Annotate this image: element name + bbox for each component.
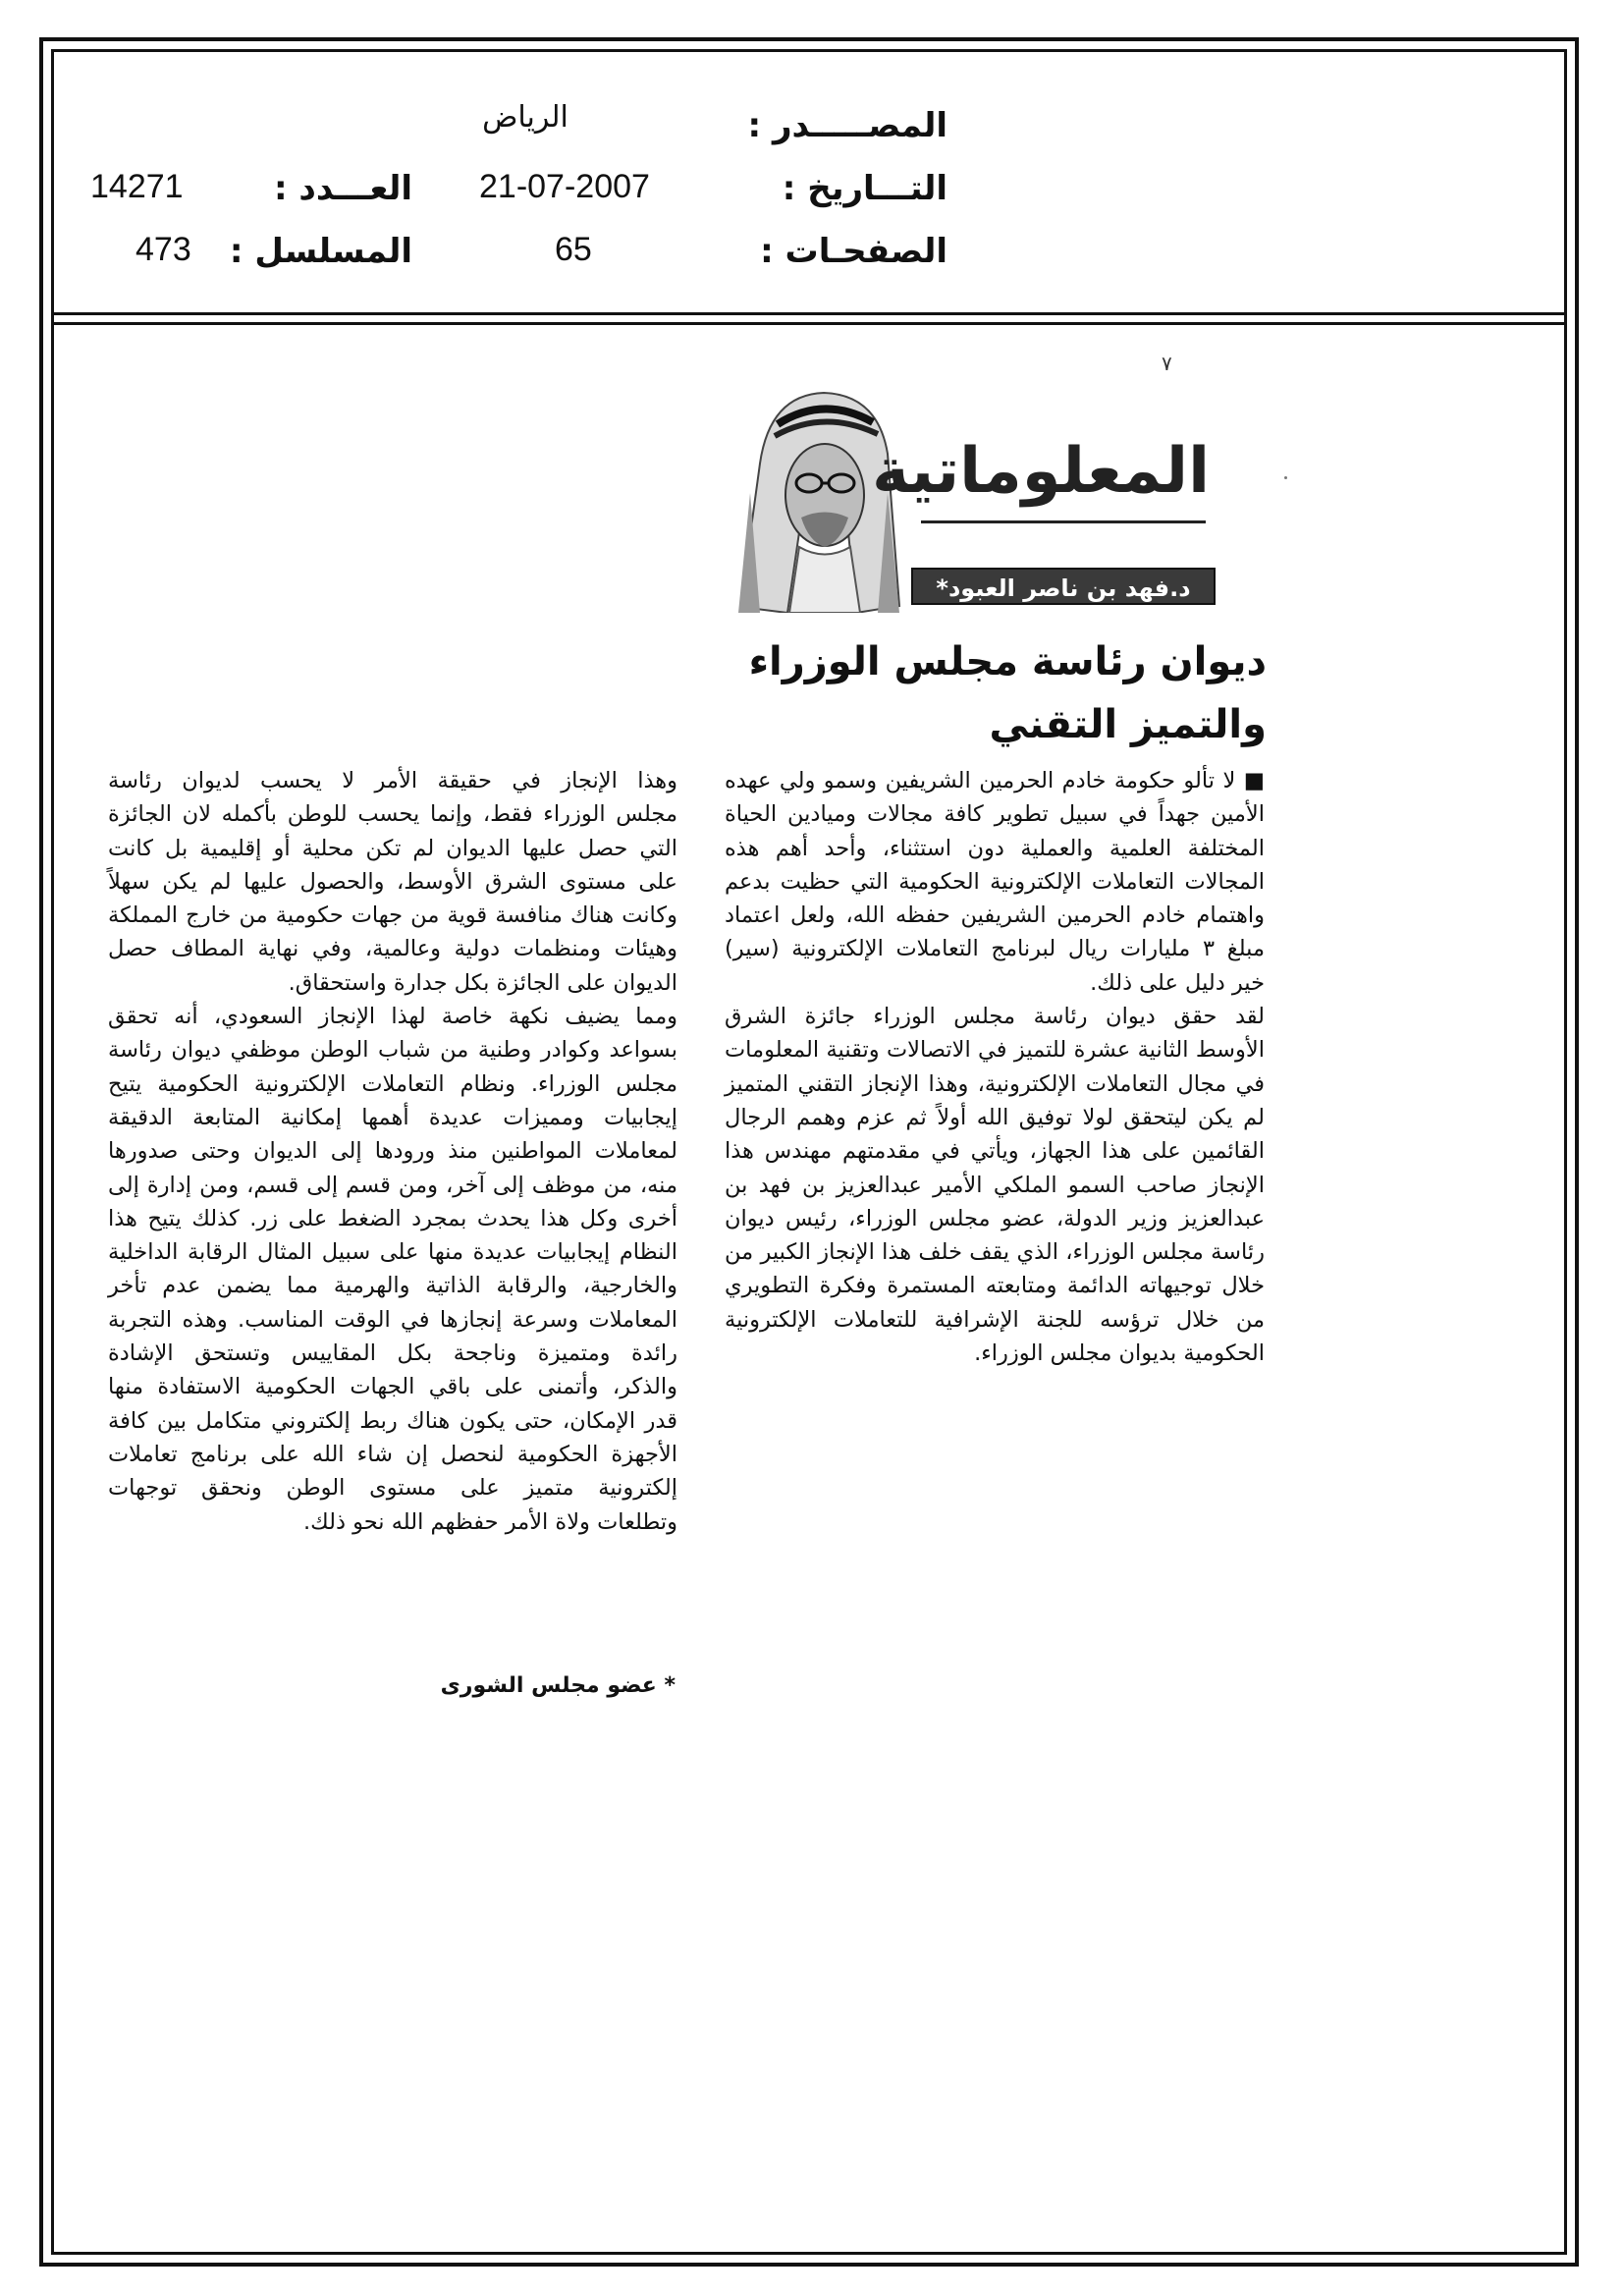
issue-label: العـــدد :	[274, 169, 412, 208]
source-label: المصـــــدر :	[747, 106, 947, 145]
author-byline: د.فهد بن ناصر العبود*	[911, 568, 1216, 605]
date-label: التـــاريخ :	[782, 169, 947, 208]
pages-label: الصفحـات :	[760, 232, 947, 271]
serial-label: المسلسل :	[229, 232, 412, 271]
article-line: وهذا الإنجاز في حقيقة الأمر لا يحسب لديوان رئاسة	[108, 768, 677, 793]
serial-value: 473	[135, 231, 191, 268]
article-line: لم يكن ليتحقق لولا توفيق الله أولاً ثم عزم وهمم الرجال	[725, 1104, 1265, 1130]
article-line: مبلغ ٣ مليارات ريال لبرنامج التعاملات الإلكترونية (سير)	[725, 936, 1265, 962]
article-line: ■ لا تألو حكومة خادم الحرمين الشريفين وسمو ولي عهده	[725, 768, 1265, 793]
headline-line2: والتميز التقني	[989, 702, 1267, 747]
pages-value: 65	[555, 231, 592, 268]
article-line: القائمين على هذا الجهاز، ويأتي في مقدمتهم مهندس هذا	[725, 1138, 1265, 1165]
article-line: المجالات التعاملات الإلكترونية الحكومية التي حظيت بدعم	[725, 868, 1265, 895]
article-line: مجلس الوزراء فقط، وإنما يحسب للوطن بأكمله لان الجائزة	[108, 801, 677, 828]
article-line: واهتمام خادم الحرمين الشريفين حفظه الله، ولعل اعتماد	[725, 902, 1265, 929]
article-line: الديوان على الجائزة بكل جدارة واستحقاق.	[288, 969, 677, 996]
headline-line1: ديوان رئاسة مجلس الوزراء	[748, 639, 1267, 684]
column-title-rule	[921, 520, 1206, 523]
article-line: في مجال التعاملات الإلكترونية، وهذا الإنجاز التقني المتميز	[725, 1070, 1265, 1097]
article-line: التي حصل عليها الديوان لم تكن محلية أو إقليمية بل كانت	[108, 835, 677, 861]
issue-value: 14271	[90, 168, 184, 205]
article-line: وكانت هناك منافسة قوية من جهات حكومية من خارج المملكة	[108, 902, 677, 929]
article-line: مجلس الوزراء. ونظام التعاملات الإلكترونية الحكومية يتيح	[108, 1070, 677, 1097]
article-line: النظام إيجابيات عديدة منها على سبيل المثال الرقابة الداخلية	[108, 1239, 677, 1266]
header-divider	[51, 312, 1567, 315]
article-line: الأجهزة الحكومية لنحصل إن شاء الله على برنامج تعاملات	[108, 1441, 677, 1467]
article-column-left	[108, 764, 677, 1539]
article-line: المختلفة العلمية والعملية دون استثناء، وأحد أهم هذه	[725, 835, 1265, 861]
article-line: إلكترونية متميز على مستوى الوطن ونحقق توجهات	[108, 1475, 677, 1502]
article-line: الأمين جهداً في سبيل تطوير كافة مجالات وميادين الحياة	[725, 801, 1265, 828]
article-column-right	[725, 764, 1265, 1370]
article-line: لمعاملات المواطنين منذ ورودها إلى الديوان وحتى صدورها	[108, 1138, 677, 1165]
article-line: عبدالعزيز وزير الدولة، عضو مجلس الوزراء، رئيس ديوان	[725, 1205, 1265, 1231]
article-line: إيجابيات ومميزات عديدة أهمها إمكانية المتابعة الدقيقة	[108, 1104, 677, 1130]
article-line: رئاسة مجلس الوزراء، الذي يقف خلف هذا الإنجاز الكبير من	[725, 1239, 1265, 1266]
article-line: منه، من موظف إلى آخر، ومن قسم إلى قسم، ومن إدارة إلى	[108, 1172, 677, 1198]
article-line: لقد حقق ديوان رئاسة مجلس الوزراء جائزة الشرق	[725, 1004, 1265, 1030]
article-line: والذكر، وأتمنى على باقي الجهات الحكومية الاستفادة منها	[108, 1374, 677, 1400]
article-line: الحكومية بديوان مجلس الوزراء.	[974, 1340, 1265, 1367]
article-line: قدر الإمكان، حتى يكون هناك ربط إلكتروني متكامل بين كافة	[108, 1407, 677, 1434]
column-title: المعلوماتية	[872, 435, 1210, 508]
article-line: خير دليل على ذلك.	[1090, 969, 1265, 996]
article-line: وتطلعات ولاة الأمر حفظهم الله نحو ذلك.	[303, 1508, 677, 1535]
header-divider-second	[51, 322, 1567, 325]
article-line: المعاملات وسرعة إنجازها في الوقت المناسب. وهذه التجربة	[108, 1306, 677, 1333]
article-line: الإنجاز صاحب السمو الملكي الأمير عبدالعزيز بن فهد بن	[725, 1172, 1265, 1198]
article-line: ومما يضيف نكهة خاصة لهذا الإنجاز السعودي، أنه تحقق	[108, 1004, 677, 1030]
article-line: خلال توجيهاته الدائمة ومتابعته المستمرة وفكرة التطويري	[725, 1273, 1265, 1299]
article-line: والخارجية، والرقابة الذاتية والهرمية مما يضمن عدم تأخر	[108, 1273, 677, 1299]
article-line: بسواعد وكوادر وطنية من شباب الوطن موظفي ديوان رئاسة	[108, 1037, 677, 1064]
article-line: على مستوى الشرق الأوسط، والحصول عليها لم يكن سهلاً	[108, 868, 677, 895]
author-signature: * عضو مجلس الشورى	[440, 1673, 676, 1698]
article-line: الأوسط الثانية عشرة للتميز في الاتصالات وتقنية المعلومات	[725, 1037, 1265, 1064]
article-line: من خلال ترؤسه للجنة الإشرافية للتعاملات الإلكترونية	[725, 1306, 1265, 1333]
corner-mark: ٧	[1162, 352, 1172, 375]
article-line: رائدة ومتميزة وناجحة بكل المقاييس وتستحق الإشادة	[108, 1340, 677, 1367]
speck	[1284, 476, 1287, 479]
article-line: وهيئات ومنظمات دولية وعالمية، وفي نهاية المطاف حصل	[108, 936, 677, 962]
source-value: الرياض	[482, 100, 568, 135]
date-value: 21-07-2007	[479, 168, 650, 205]
article-line: أخرى وكل هذا يحدث بمجرد الضغط على زر. كذلك يتيح هذا	[108, 1205, 677, 1231]
